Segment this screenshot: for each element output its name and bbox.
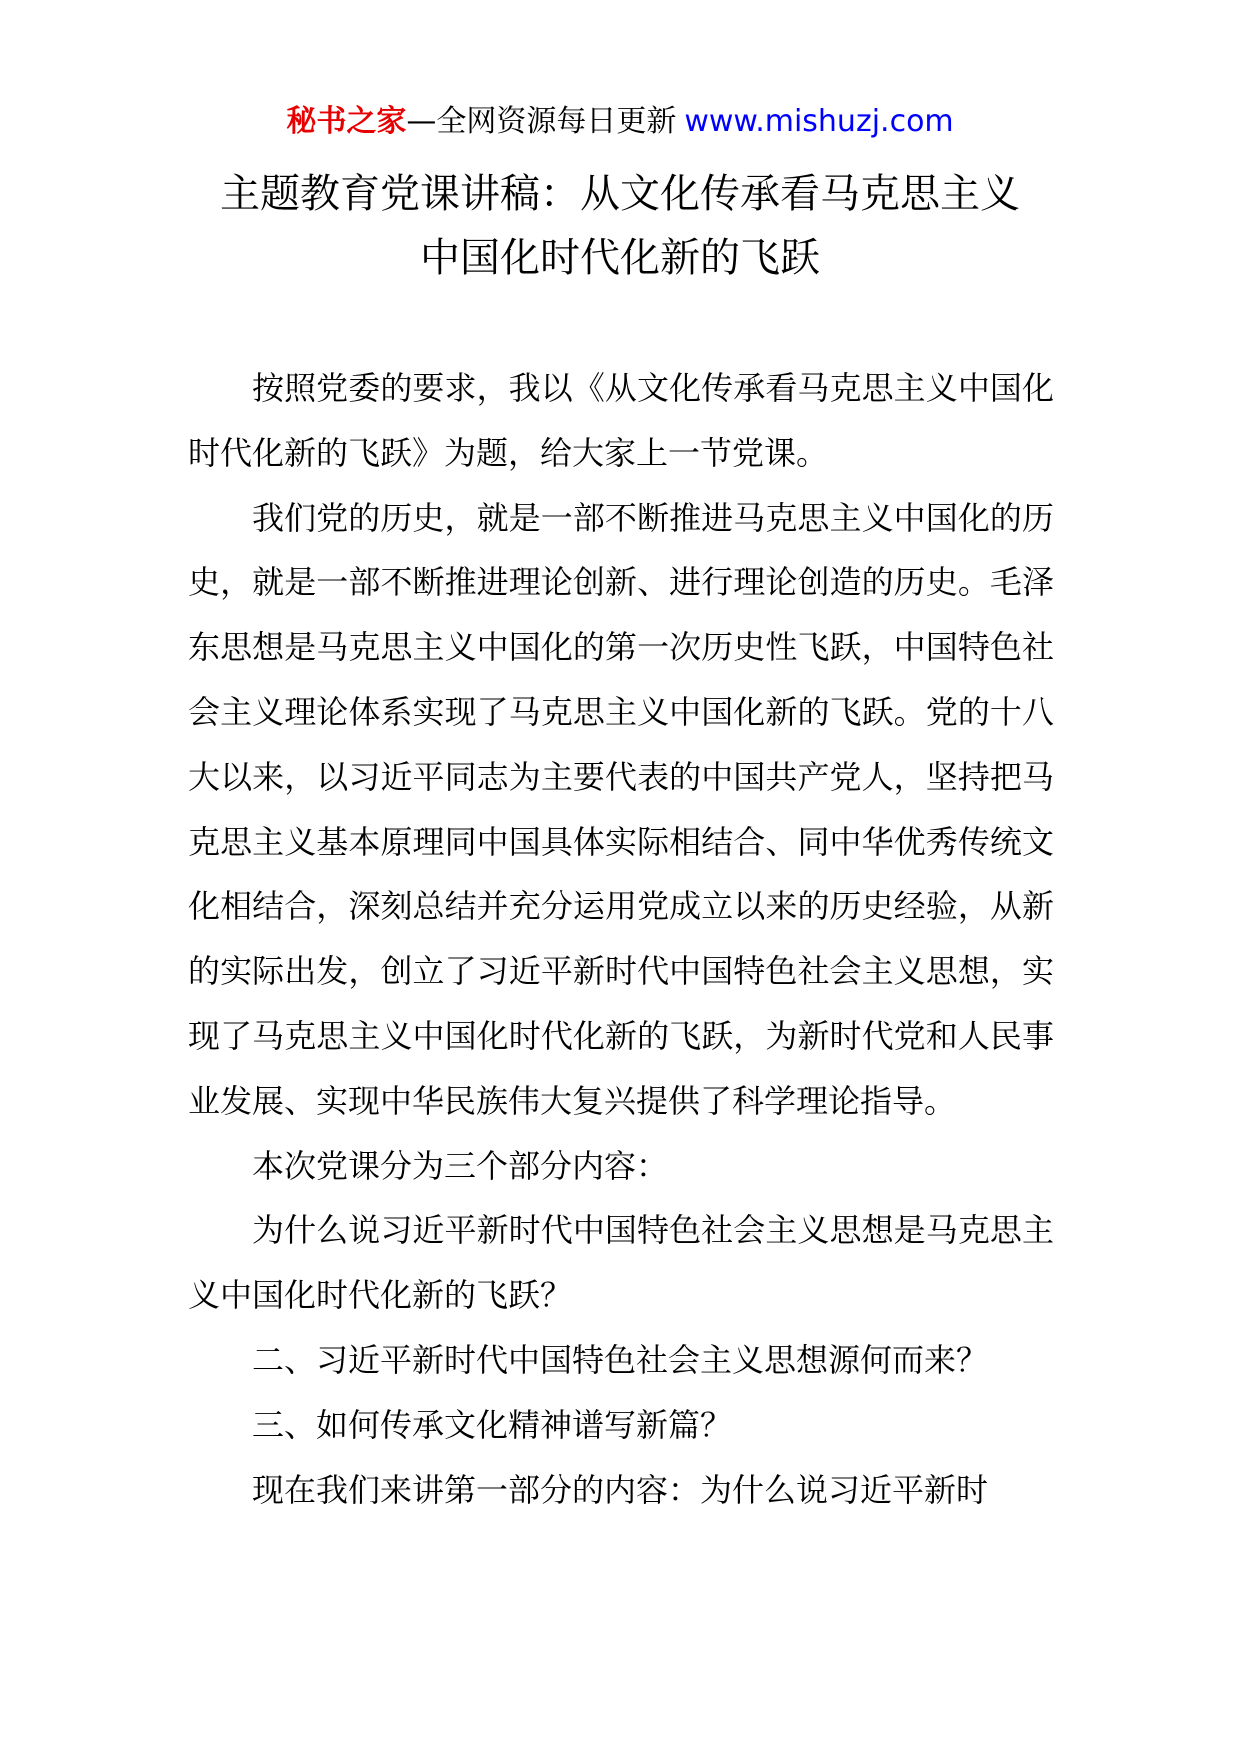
outline-item-1: 为什么说习近平新时代中国特色社会主义思想是马克思主义中国化时代化新的飞跃？ <box>188 1211 1054 1315</box>
outline-item-3: 三、如何传承文化精神谱写新篇？ <box>252 1405 733 1444</box>
title-line-2: 中国化时代化新的飞跃 <box>420 235 820 281</box>
paragraph-history: 我们党的历史，就是一部不断推进马克思主义中国化的历史，就是一部不断推进理论创新、进行理论创造的历史。毛泽东思想是马克思主义中国化的第一次历史性飞跃，中国特色社会主义理论体系实现了马克思主义中国化新的飞跃。党的十八大以来，以习近平同志为主要代表的中国共产党人，坚持把马克思主义基本原理同中国具体实际相结合、同中华优秀传统文化相结合，深刻总结并充分运用党成立以来的历史经验，从新的实际出发，创立了习近平新时代中国特色社会主义思想，实现了马克思主义中国化时代化新的飞跃，为新时代党和人民事业发展、实现中华民族伟大复兴提供了科学理论指导。 <box>188 498 1054 1120</box>
paragraph-outline-intro: 本次党课分为三个部分内容： <box>252 1146 669 1185</box>
site-url-link[interactable]: www.mishuzj.com <box>684 104 954 139</box>
paragraph-intro: 按照党委的要求，我以《从文化传承看马克思主义中国化时代化新的飞跃》为题，给大家上一节党课。 <box>188 369 1054 472</box>
document-body <box>188 356 1054 1522</box>
header-slogan: —全网资源每日更新 <box>406 104 677 139</box>
document-title <box>0 162 1240 290</box>
paragraph-part-one-start: 现在我们来讲第一部分的内容：为什么说习近平新时 <box>252 1470 989 1509</box>
outline-item-2: 二、习近平新时代中国特色社会主义思想源何而来？ <box>252 1340 989 1379</box>
site-header <box>0 102 1240 142</box>
brand-name: 秘书之家 <box>286 104 407 139</box>
title-line-1: 主题教育党课讲稿：从文化传承看马克思主义 <box>220 171 1020 217</box>
